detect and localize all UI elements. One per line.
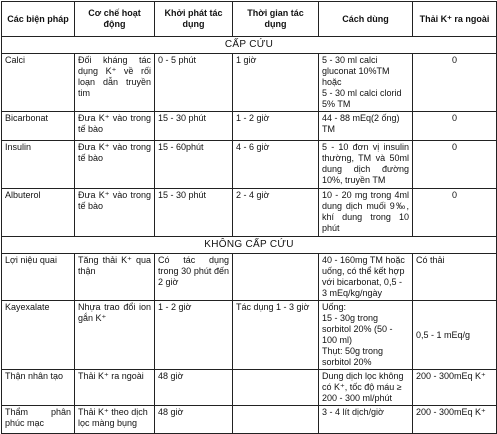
duration-cell bbox=[233, 405, 319, 433]
usage-line: 5 - 30 ml calci clorid 5% TM bbox=[322, 88, 402, 110]
table-row bbox=[2, 112, 497, 141]
mechanism-cell: Đưa K⁺ vào trong tế bào bbox=[75, 112, 155, 141]
measure-name: Calci bbox=[2, 54, 75, 112]
usage-line: 44 - 88 mEq(2 ống) TM bbox=[322, 113, 400, 134]
mechanism-cell: Thải K⁺ ra ngoài bbox=[75, 369, 155, 405]
header-usage: Cách dùng bbox=[319, 2, 413, 37]
usage-line: 15 - 30g trong sorbitol 20% (50 - 100 ml) bbox=[322, 313, 393, 345]
table-row bbox=[2, 301, 497, 370]
onset-cell: Có tác dụng trong 30 phút đến 2 giờ bbox=[155, 254, 233, 301]
usage-cell bbox=[319, 189, 413, 237]
duration-cell: 4 - 6 giờ bbox=[233, 141, 319, 189]
usage-cell bbox=[319, 301, 413, 370]
excretion-cell: 0 bbox=[413, 112, 497, 141]
table-row bbox=[2, 54, 497, 112]
header-excretion: Thải K⁺ ra ngoài bbox=[413, 2, 497, 37]
section-row-emergency bbox=[2, 37, 497, 54]
usage-line: 3 - 4 lít dịch/giờ bbox=[322, 406, 384, 417]
excretion-cell: 0,5 - 1 mEq/g bbox=[413, 301, 497, 370]
section-title-emergency: CẤP CỨU bbox=[2, 37, 497, 54]
duration-cell bbox=[233, 254, 319, 301]
potassium-treatment-table bbox=[1, 1, 497, 434]
measure-name: Albuterol bbox=[2, 189, 75, 237]
excretion-cell: 0 bbox=[413, 141, 497, 189]
onset-cell: 0 - 5 phút bbox=[155, 54, 233, 112]
duration-cell: 1 giờ bbox=[233, 54, 319, 112]
measure-name: Thẩm phân phúc mạc bbox=[2, 405, 75, 433]
header-mechanism: Cơ chế hoạt động bbox=[75, 2, 155, 37]
excretion-cell: 200 - 300mEq K⁺ bbox=[413, 369, 497, 405]
header-duration: Thời gian tác dụng bbox=[233, 2, 319, 37]
mechanism-cell: Nhựa trao đổi ion gắn K⁺ bbox=[75, 301, 155, 370]
usage-line: 10 - 20 mg trong 4ml dung dịch muối 9‰, khí dung trong 10 phút bbox=[322, 190, 409, 233]
onset-cell: 48 giờ bbox=[155, 369, 233, 405]
table-row bbox=[2, 405, 497, 433]
onset-cell: 15 - 60phút bbox=[155, 141, 233, 189]
usage-line: 5 - 10 đơn vị insulin thường, TM và 50ml dung dịch đường 10%, truyền TM bbox=[322, 142, 409, 185]
mechanism-cell: Đưa K⁺ vào trong tế bào bbox=[75, 141, 155, 189]
usage-line: Uống: bbox=[322, 302, 347, 313]
usage-cell bbox=[319, 254, 413, 301]
onset-cell: 15 - 30 phút bbox=[155, 112, 233, 141]
onset-cell: 15 - 30 phút bbox=[155, 189, 233, 237]
usage-cell bbox=[319, 54, 413, 112]
measure-name: Insulin bbox=[2, 141, 75, 189]
mechanism-cell: Thải K⁺ theo dịch lọc màng bụng bbox=[75, 405, 155, 433]
table-row bbox=[2, 254, 497, 301]
header-onset: Khởi phát tác dụng bbox=[155, 2, 233, 37]
excretion-cell: 200 - 300mEq K⁺ bbox=[413, 405, 497, 433]
usage-line: Thụt: 50g trong sorbitol 20% bbox=[322, 345, 384, 367]
usage-line: 5 - 30 ml calci gluconat 10%TM hoặc bbox=[322, 55, 390, 88]
usage-cell bbox=[319, 112, 413, 141]
usage-cell bbox=[319, 369, 413, 405]
usage-line: 40 - 160mg TM hoặc uống, có thể kết hợp với bicarbonat, 0,5 - 3 mEq/kg/ngày bbox=[322, 255, 405, 299]
usage-cell bbox=[319, 141, 413, 189]
mechanism-cell: Đối kháng tác dụng K⁺ về rối loạn dẫn truyền tim bbox=[75, 54, 155, 112]
excretion-cell: Có thải bbox=[413, 254, 497, 301]
measure-name: Thận nhân tạo bbox=[2, 369, 75, 405]
excretion-cell: 0 bbox=[413, 189, 497, 237]
table-row bbox=[2, 141, 497, 189]
usage-line: Dung dịch lọc không có K⁺, tốc độ máu ≥ 200 - 300 ml/phút bbox=[322, 370, 404, 403]
onset-cell: 1 - 2 giờ bbox=[155, 301, 233, 370]
mechanism-cell: Đưa K⁺ vào trong tế bào bbox=[75, 189, 155, 237]
mechanism-cell: Tăng thải K⁺ qua thận bbox=[75, 254, 155, 301]
header-measure: Các biện pháp bbox=[2, 2, 75, 37]
duration-cell bbox=[233, 369, 319, 405]
onset-cell: 48 giờ bbox=[155, 405, 233, 433]
table-row bbox=[2, 189, 497, 237]
duration-cell: 1 - 2 giờ bbox=[233, 112, 319, 141]
measure-name: Bicarbonat bbox=[2, 112, 75, 141]
section-title-non-emergency: KHÔNG CẤP CỨU bbox=[2, 237, 497, 254]
table-row bbox=[2, 369, 497, 405]
measure-name: Kayexalate bbox=[2, 301, 75, 370]
duration-cell: 2 - 4 giờ bbox=[233, 189, 319, 237]
duration-cell: Tác dụng 1 - 3 giờ bbox=[233, 301, 319, 370]
usage-cell bbox=[319, 405, 413, 433]
measure-name: Lợi niệu quai bbox=[2, 254, 75, 301]
excretion-cell: 0 bbox=[413, 54, 497, 112]
section-row-non-emergency bbox=[2, 237, 497, 254]
header-row bbox=[2, 2, 497, 37]
